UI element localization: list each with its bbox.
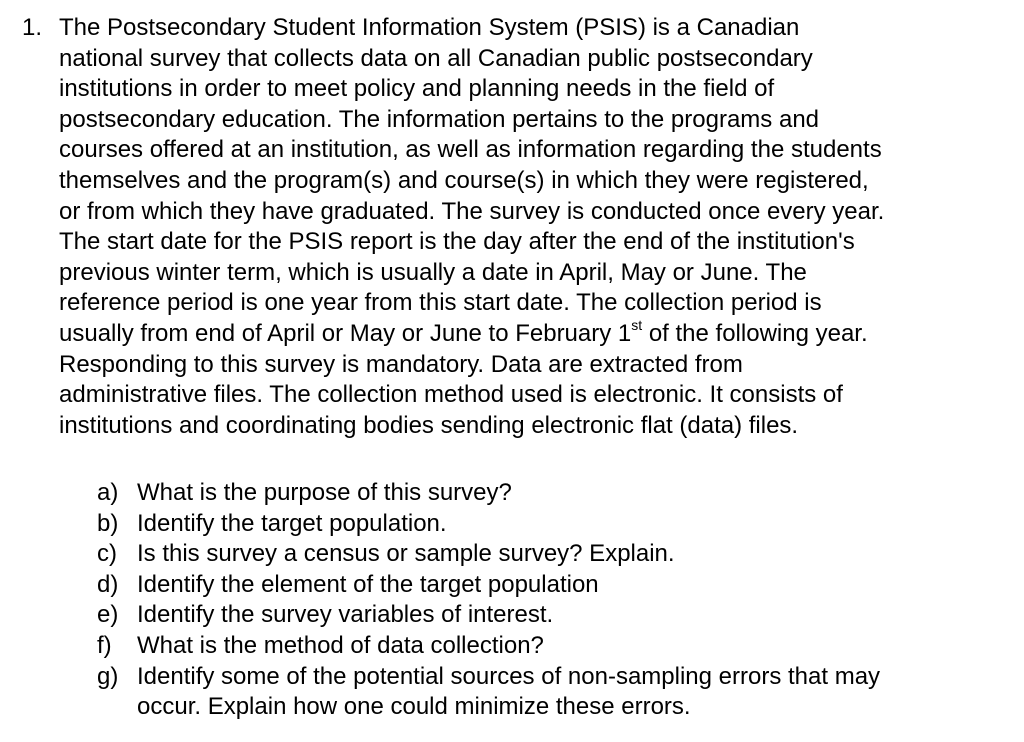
question-line: administrative files. The collection method used is electronic. It consists of: [59, 381, 843, 409]
question-line: Responding to this survey is mandatory. Data are extracted from: [59, 350, 743, 378]
question-line-with-superscript: [59, 316, 1012, 350]
superscript-line-start: usually from end of April or May or June to February 1: [59, 319, 632, 347]
sub-question-a: [97, 478, 997, 509]
sub-question-f: [97, 631, 997, 662]
question-number: 1.: [22, 14, 43, 41]
sub-question-g: [97, 662, 997, 723]
question-line: courses offered at an institution, as well as information regarding the students: [59, 136, 882, 164]
question-line: or from which they have graduated. The survey is conducted once every year.: [59, 197, 885, 225]
sub-question-b: [97, 509, 997, 540]
question-line: national survey that collects data on all Canadian public postsecondary: [59, 44, 813, 72]
question-line: institutions and coordinating bodies sending electronic flat (data) files.: [59, 411, 799, 439]
sub-question-letter: e): [97, 601, 119, 629]
sub-question-text: What is the purpose of this survey?: [137, 479, 512, 506]
question-line: themselves and the program(s) and course(s) in which they were registered,: [59, 166, 869, 194]
sub-question-letter: a): [97, 479, 119, 506]
sub-question-text: What is the method of data collection?: [137, 631, 544, 659]
sub-question-e: [97, 600, 997, 631]
question-line: postsecondary education. The information pertains to the programs and: [59, 105, 820, 133]
question-body: [59, 13, 1012, 441]
sub-question-text-continuation: occur. Explain how one could minimize these errors.: [137, 693, 691, 721]
question-1: [22, 13, 1012, 441]
question-line: The Postsecondary Student Information System (PSIS) is a Canadian: [59, 14, 800, 41]
sub-question-text: Identify the element of the target population: [137, 570, 599, 598]
sub-question-letter: d): [97, 570, 119, 598]
sub-question-letter: f): [97, 631, 112, 659]
sub-question-letter: c): [97, 540, 117, 568]
sub-question-text: Identify some of the potential sources of non-sampling errors that may: [137, 662, 881, 690]
sub-question-letter: b): [97, 509, 119, 537]
sub-question-text: Is this survey a census or sample survey? Explain.: [137, 540, 675, 568]
ordinal-superscript: st: [631, 316, 643, 333]
sub-question-letter: g): [97, 662, 119, 690]
sub-question-text: Identify the target population.: [137, 509, 447, 537]
question-line: previous winter term, which is usually a date in April, May or June. The: [59, 258, 807, 286]
sub-question-d: [97, 570, 997, 601]
sub-question-text: Identify the survey variables of interest.: [137, 601, 554, 629]
sub-question-c: [97, 539, 997, 570]
superscript-line-end: of the following year.: [642, 319, 868, 347]
question-line: The start date for the PSIS report is the day after the end of the institution's: [59, 228, 855, 256]
sub-question-list: [97, 478, 997, 723]
question-line: reference period is one year from this start date. The collection period is: [59, 289, 822, 317]
question-line: institutions in order to meet policy and planning needs in the field of: [59, 75, 775, 103]
